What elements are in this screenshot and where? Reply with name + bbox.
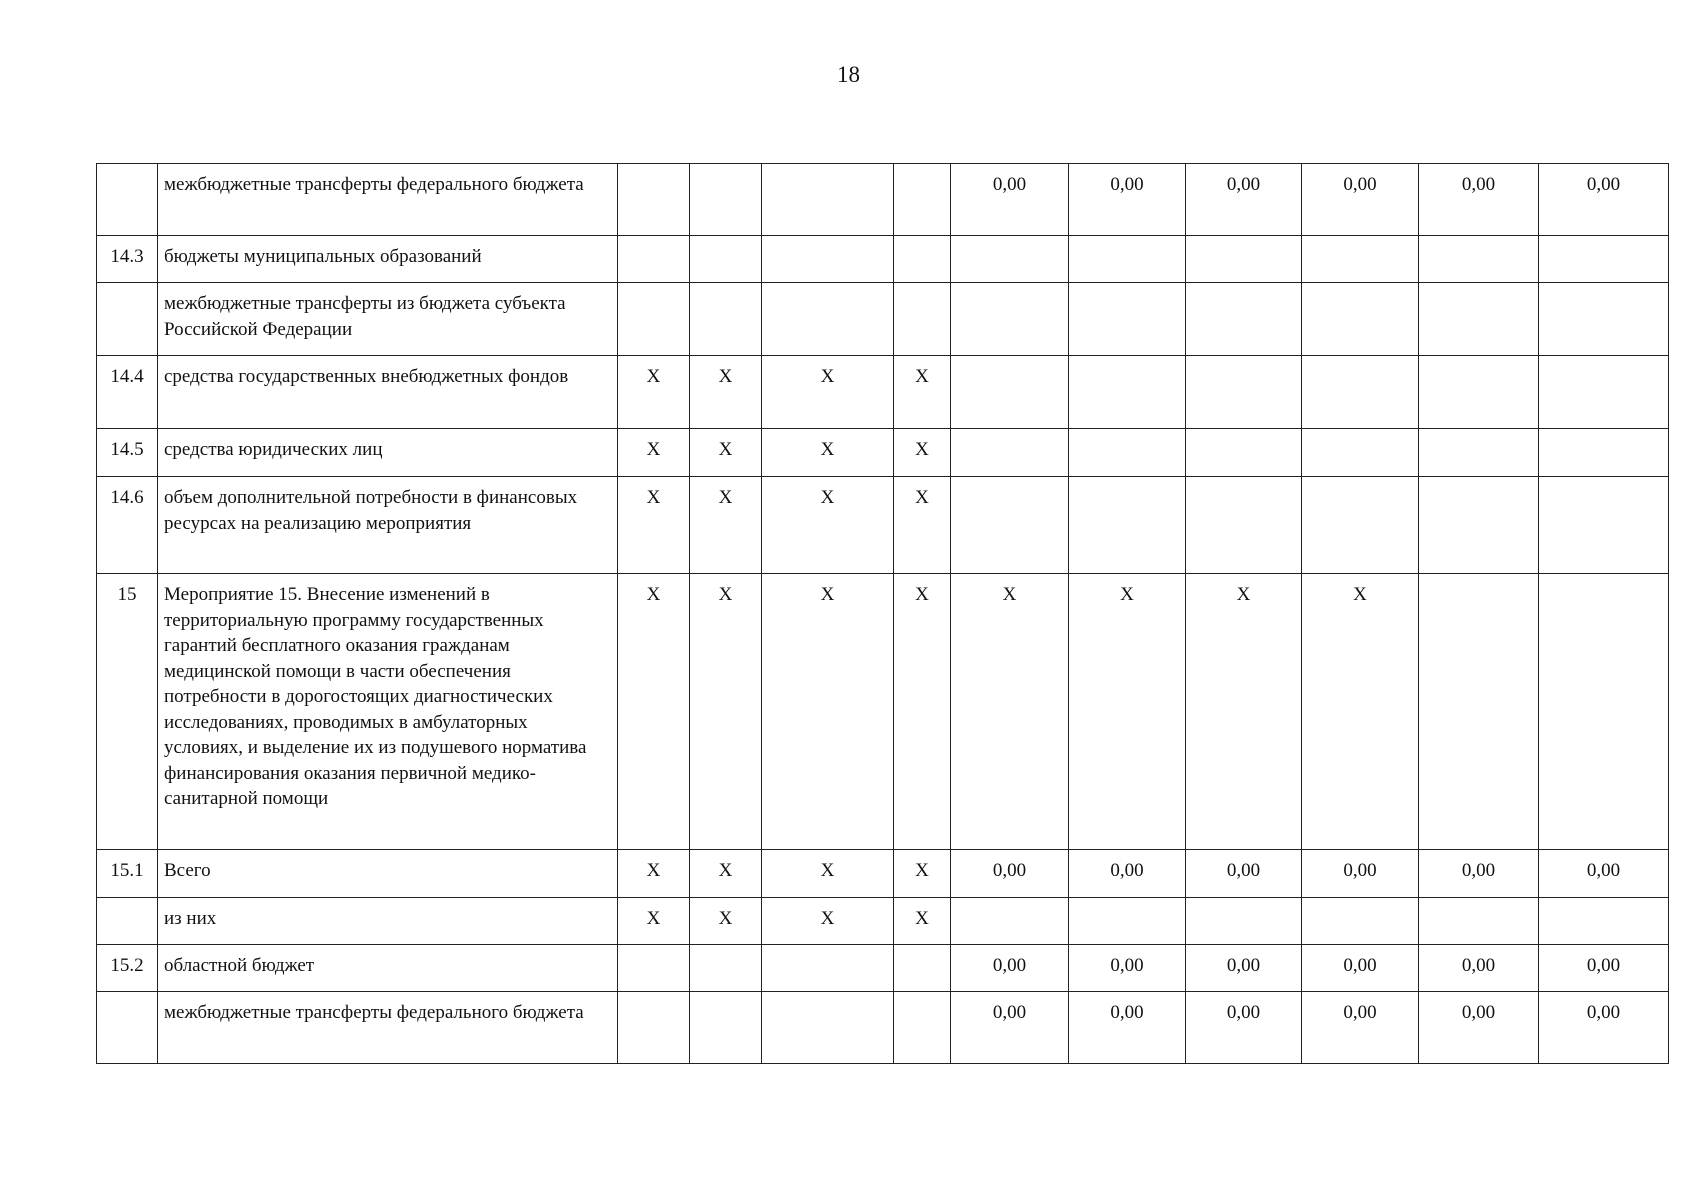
- value-cell: [1302, 429, 1419, 477]
- value-cell: [690, 164, 762, 236]
- value-cell: X: [762, 356, 894, 429]
- value-cell: [1186, 429, 1302, 477]
- value-cell: [618, 945, 690, 992]
- value-cell: X: [690, 898, 762, 945]
- value-cell: 0,00: [1069, 992, 1186, 1064]
- table-row: [97, 898, 1669, 945]
- value-cell: X: [762, 429, 894, 477]
- value-cell: [690, 992, 762, 1064]
- value-cell: [618, 283, 690, 356]
- value-cell: [762, 992, 894, 1064]
- value-cell: [1539, 283, 1669, 356]
- value-cell: [1419, 429, 1539, 477]
- value-cell: 0,00: [1069, 164, 1186, 236]
- value-cell: X: [1069, 574, 1186, 850]
- value-cell: X: [951, 574, 1069, 850]
- table-row: [97, 477, 1669, 574]
- row-description-cell: межбюджетные трансферты федерального бюджета: [158, 992, 618, 1064]
- value-cell: [762, 236, 894, 283]
- value-cell: [1186, 283, 1302, 356]
- value-cell: 0,00: [1186, 164, 1302, 236]
- value-cell: 0,00: [1539, 850, 1669, 898]
- value-cell: [1069, 356, 1186, 429]
- value-cell: X: [690, 429, 762, 477]
- value-cell: [1186, 236, 1302, 283]
- row-number-cell: 15: [97, 574, 158, 850]
- value-cell: X: [894, 898, 951, 945]
- row-number-cell: 14.6: [97, 477, 158, 574]
- value-cell: X: [690, 477, 762, 574]
- value-cell: X: [1186, 574, 1302, 850]
- value-cell: X: [690, 356, 762, 429]
- value-cell: [1302, 356, 1419, 429]
- value-cell: [1302, 898, 1419, 945]
- value-cell: 0,00: [1186, 992, 1302, 1064]
- value-cell: X: [690, 574, 762, 850]
- value-cell: [1539, 236, 1669, 283]
- value-cell: 0,00: [1419, 164, 1539, 236]
- value-cell: 0,00: [1419, 992, 1539, 1064]
- value-cell: 0,00: [1419, 850, 1539, 898]
- value-cell: [1419, 356, 1539, 429]
- value-cell: [951, 429, 1069, 477]
- table-row: [97, 945, 1669, 992]
- value-cell: X: [762, 477, 894, 574]
- row-number-cell: [97, 898, 158, 945]
- value-cell: [1539, 356, 1669, 429]
- value-cell: [894, 992, 951, 1064]
- value-cell: [1069, 429, 1186, 477]
- table-row: [97, 850, 1669, 898]
- value-cell: 0,00: [1302, 992, 1419, 1064]
- value-cell: X: [618, 429, 690, 477]
- value-cell: 0,00: [1302, 850, 1419, 898]
- row-description-cell: областной бюджет: [158, 945, 618, 992]
- table-row: [97, 574, 1669, 850]
- value-cell: [1419, 236, 1539, 283]
- value-cell: [951, 898, 1069, 945]
- row-description-cell: межбюджетные трансферты из бюджета субъекта Российской Федерации: [158, 283, 618, 356]
- value-cell: [951, 236, 1069, 283]
- value-cell: [618, 992, 690, 1064]
- value-cell: X: [894, 356, 951, 429]
- value-cell: 0,00: [1069, 850, 1186, 898]
- row-number-cell: 15.1: [97, 850, 158, 898]
- value-cell: [1069, 898, 1186, 945]
- value-cell: [690, 945, 762, 992]
- value-cell: [1539, 574, 1669, 850]
- value-cell: [1419, 574, 1539, 850]
- value-cell: 0,00: [951, 992, 1069, 1064]
- value-cell: 0,00: [1302, 164, 1419, 236]
- value-cell: [1186, 356, 1302, 429]
- row-description-cell: объем дополнительной потребности в финансовых ресурсах на реализацию мероприятия: [158, 477, 618, 574]
- value-cell: [1186, 477, 1302, 574]
- value-cell: [762, 945, 894, 992]
- value-cell: X: [762, 574, 894, 850]
- value-cell: [894, 945, 951, 992]
- value-cell: 0,00: [1069, 945, 1186, 992]
- value-cell: [1069, 477, 1186, 574]
- value-cell: X: [762, 898, 894, 945]
- value-cell: [1419, 283, 1539, 356]
- value-cell: X: [894, 850, 951, 898]
- value-cell: [1186, 898, 1302, 945]
- value-cell: X: [894, 574, 951, 850]
- value-cell: 0,00: [1539, 164, 1669, 236]
- row-description-cell: Мероприятие 15. Внесение изменений в территориальную программу государственных гарантий бесплатного оказания гражданам медицинской помощи в части обеспечения потребности в дорогостоящих диагностических исследованиях, проводимых в амбулаторных условиях, и выделение их из подушевого норматива финансирования оказания первичной медико-санитарной помощи: [158, 574, 618, 850]
- value-cell: 0,00: [951, 850, 1069, 898]
- value-cell: [1419, 477, 1539, 574]
- value-cell: [1302, 477, 1419, 574]
- row-number-cell: 14.5: [97, 429, 158, 477]
- row-number-cell: 14.4: [97, 356, 158, 429]
- value-cell: X: [690, 850, 762, 898]
- row-number-cell: 14.3: [97, 236, 158, 283]
- value-cell: [951, 283, 1069, 356]
- value-cell: 0,00: [1419, 945, 1539, 992]
- value-cell: [1539, 429, 1669, 477]
- value-cell: [1419, 898, 1539, 945]
- row-description-cell: Всего: [158, 850, 618, 898]
- value-cell: X: [618, 477, 690, 574]
- value-cell: [762, 164, 894, 236]
- value-cell: X: [618, 574, 690, 850]
- row-number-cell: [97, 283, 158, 356]
- table-row: [97, 283, 1669, 356]
- value-cell: X: [618, 356, 690, 429]
- value-cell: [1069, 283, 1186, 356]
- value-cell: [1539, 477, 1669, 574]
- value-cell: 0,00: [1539, 945, 1669, 992]
- table-row: [97, 236, 1669, 283]
- table-body: [97, 164, 1669, 1064]
- value-cell: 0,00: [1539, 992, 1669, 1064]
- value-cell: X: [618, 898, 690, 945]
- value-cell: [1302, 236, 1419, 283]
- budget-table: [96, 163, 1669, 1064]
- value-cell: [1069, 236, 1186, 283]
- value-cell: [690, 283, 762, 356]
- row-number-cell: [97, 992, 158, 1064]
- page-number: 18: [837, 62, 860, 87]
- value-cell: [894, 283, 951, 356]
- value-cell: X: [894, 477, 951, 574]
- row-description-cell: межбюджетные трансферты федерального бюджета: [158, 164, 618, 236]
- value-cell: 0,00: [951, 164, 1069, 236]
- value-cell: [762, 283, 894, 356]
- value-cell: [951, 356, 1069, 429]
- table-row: [97, 356, 1669, 429]
- table-row: [97, 164, 1669, 236]
- value-cell: [894, 164, 951, 236]
- value-cell: X: [618, 850, 690, 898]
- table-row: [97, 429, 1669, 477]
- row-number-cell: 15.2: [97, 945, 158, 992]
- value-cell: 0,00: [1186, 850, 1302, 898]
- value-cell: X: [894, 429, 951, 477]
- value-cell: [618, 236, 690, 283]
- value-cell: [894, 236, 951, 283]
- value-cell: [1302, 283, 1419, 356]
- row-description-cell: бюджеты муниципальных образований: [158, 236, 618, 283]
- value-cell: [618, 164, 690, 236]
- value-cell: [1539, 898, 1669, 945]
- row-description-cell: средства государственных внебюджетных фондов: [158, 356, 618, 429]
- value-cell: 0,00: [1302, 945, 1419, 992]
- value-cell: [951, 477, 1069, 574]
- row-description-cell: средства юридических лиц: [158, 429, 618, 477]
- value-cell: X: [762, 850, 894, 898]
- value-cell: X: [1302, 574, 1419, 850]
- value-cell: [690, 236, 762, 283]
- value-cell: 0,00: [1186, 945, 1302, 992]
- row-number-cell: [97, 164, 158, 236]
- value-cell: 0,00: [951, 945, 1069, 992]
- row-description-cell: из них: [158, 898, 618, 945]
- table-row: [97, 992, 1669, 1064]
